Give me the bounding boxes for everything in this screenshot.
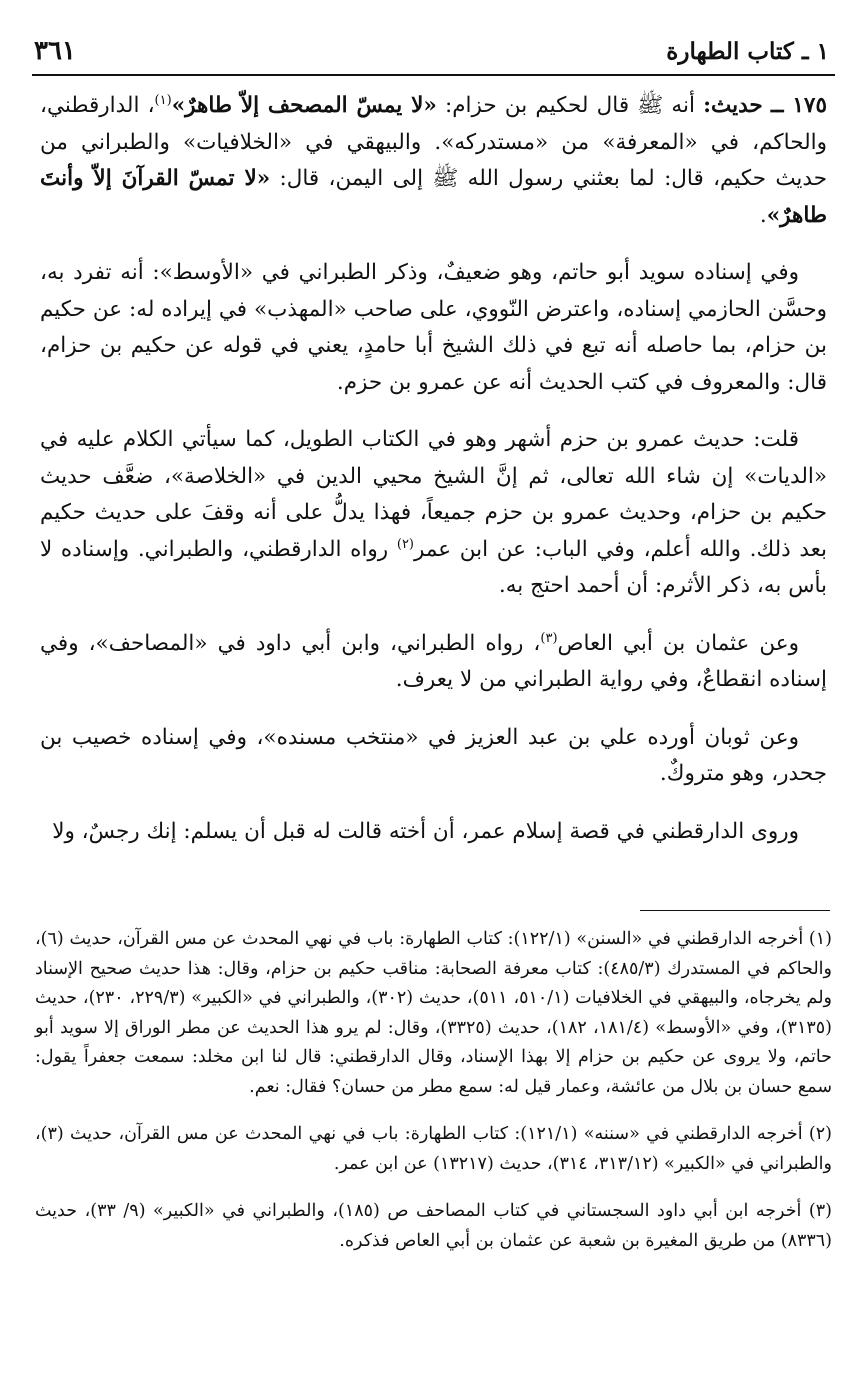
footnote-divider: [640, 910, 830, 911]
hadith-quote-1: «لا يمسّ المصحف إلاّ طاهرٌ»: [171, 93, 437, 118]
footnote-2: (٢) أخرجه الدارقطني في «سننه» (١٢١/١): كتاب الطهارة: باب في نهي المحدث عن مس القرآن، حديث (٣)، والطبراني في «الكبير» (٣١٣/١٢، ٣١٤)، حديث (١٣٢١٧) عن ابن عمر.: [35, 1124, 832, 1174]
footnote-ref-2[interactable]: (٢): [396, 536, 414, 552]
page-number: ٣٦١: [34, 36, 76, 66]
footnote-ref-3[interactable]: (٣): [540, 630, 558, 646]
paragraph-qultu: [40, 422, 827, 605]
running-title: ١ ـ كتاب الطهارة: [666, 38, 829, 65]
footnotes: [35, 925, 832, 1274]
hadith-body: ، الدارقطني، والحاكم، في «المعرفة» من «مستدركه». والبيهقي في «الخلافيات» والطبراني من حديث حكيم، قال: لما بعثني رسول الله ﷺ إلى اليمن، قال:: [40, 93, 827, 191]
footnote-ref-1[interactable]: (١): [154, 92, 172, 108]
page-header: [32, 30, 835, 76]
hadith-intro: أنه ﷺ قال لحكيم بن حزام:: [444, 93, 695, 118]
footnote-1: (١) أخرجه الدارقطني في «السنن» (١٢٢/١): كتاب الطهارة: باب في نهي المحدث عن مس القرآن، حديث (٦)، والحاكم في المستدرك (٤٨٥/٣): كتاب معرفة الصحابة: مناقب حكيم بن حزام، وقال: هذا حديث صحيح الإسناد ولم يخرجاه، والبيهقي في الخلافيات (٥١٠/١، ٥١١)، حديث (٣٠٢)، والطبراني في «الكبير» (٢٢٩/٣، ٢٣٠)، حديث (٣١٣٥)، وفي «الأوسط» (١٨١/٤، ١٨٢)، حديث (٣٣٢٥)، وقال: لم يرو هذا الحديث عن مطر الوراق إلا سويد أبو حاتم، ولا يروى عن حكيم بن حزام إلا بهذا الإسناد، وقال الدارقطني: قال لنا ابن مخلد: سمعت جعفراً يقول: سمع حسان بن بلال من عائشة، وعمار قيل له: سمع مطر من حسان؟ فقال: نعم.: [35, 929, 832, 1097]
hadith-end: .: [759, 202, 767, 228]
paragraph-umar: وروى الدارقطني في قصة إسلام عمر، أن أخته قالت له قبل أن يسلم: إنك رجسٌ، ولا: [52, 818, 799, 844]
main-text: [40, 80, 827, 871]
paragraph-uthman-text: وعن عثمان بن أبي العاص: [557, 630, 799, 656]
paragraph-qultu-text: قلت: حديث عمرو بن حزم أشهر وهو في الكتاب الطويل، كما سيأتي الكلام عليه في «الديات» إن شاء الله تعالى، ثم إنَّ الشيخ محيي الدين في «الخلاصة»، ضعَّف حديث حكيم بن حزام، وحديث عمرو بن حزم جميعاً، فهذا يدلُّ على أنه وقفَ على حديث حكيم بعد ذلك. والله أعلم، وفي الباب: عن ابن عمر: [40, 427, 827, 562]
paragraph-thawban: وعن ثوبان أورده علي بن عبد العزيز في «منتخب مسنده»، وفي إسناده خصيب بن جحدر، وهو متروكٌ.: [40, 724, 827, 786]
hadith-quote-2: «لا تمسّ القرآنَ إلاّ وأنتَ طاهرٌ»: [40, 166, 827, 228]
paragraph-isnad: وفي إسناده سويد أبو حاتم، وهو ضعيفٌ، وذكر الطبراني في «الأوسط»: أنه تفرد به، وحسَّن الحازمي إسناده، واعترض النّووي، على صاحب «المهذب» في إيراده له: عن حكيم بن حزام، بما حاصله أنه تبع في ذلك الشيخ أبا حامدٍ، يعني في قوله عن حكيم بن حزام، قال: والمعروف في كتب الحديث أنه عن عمرو بن حزم.: [40, 260, 827, 395]
paragraph-uthman: [40, 626, 827, 699]
paragraph-uthman-text-2: ، رواه الطبراني، وابن أبي داود في «المصاحف»، وفي إسناده انقطاعٌ، وفي رواية الطبراني من لا يعرف.: [40, 630, 827, 692]
hadith-number: ١٧٥ ــ: [770, 93, 827, 118]
footnote-3: (٣) أخرجه ابن أبي داود السجستاني في كتاب المصاحف ص (١٨٥)، والطبراني في «الكبير» (٩/ ٣٣)، حديث (٨٣٣٦) من طريق المغيرة بن شعبة عن عثمان بن أبي العاص فذكره.: [35, 1201, 832, 1251]
hadith-paragraph: [40, 88, 827, 234]
paragraph-qultu-text-2: رواه الدارقطني، والطبراني. وإسناده لا بأس به، ذكر الأثرم: أن أحمد احتج به.: [40, 536, 827, 598]
hadith-label: حديث:: [703, 93, 763, 118]
